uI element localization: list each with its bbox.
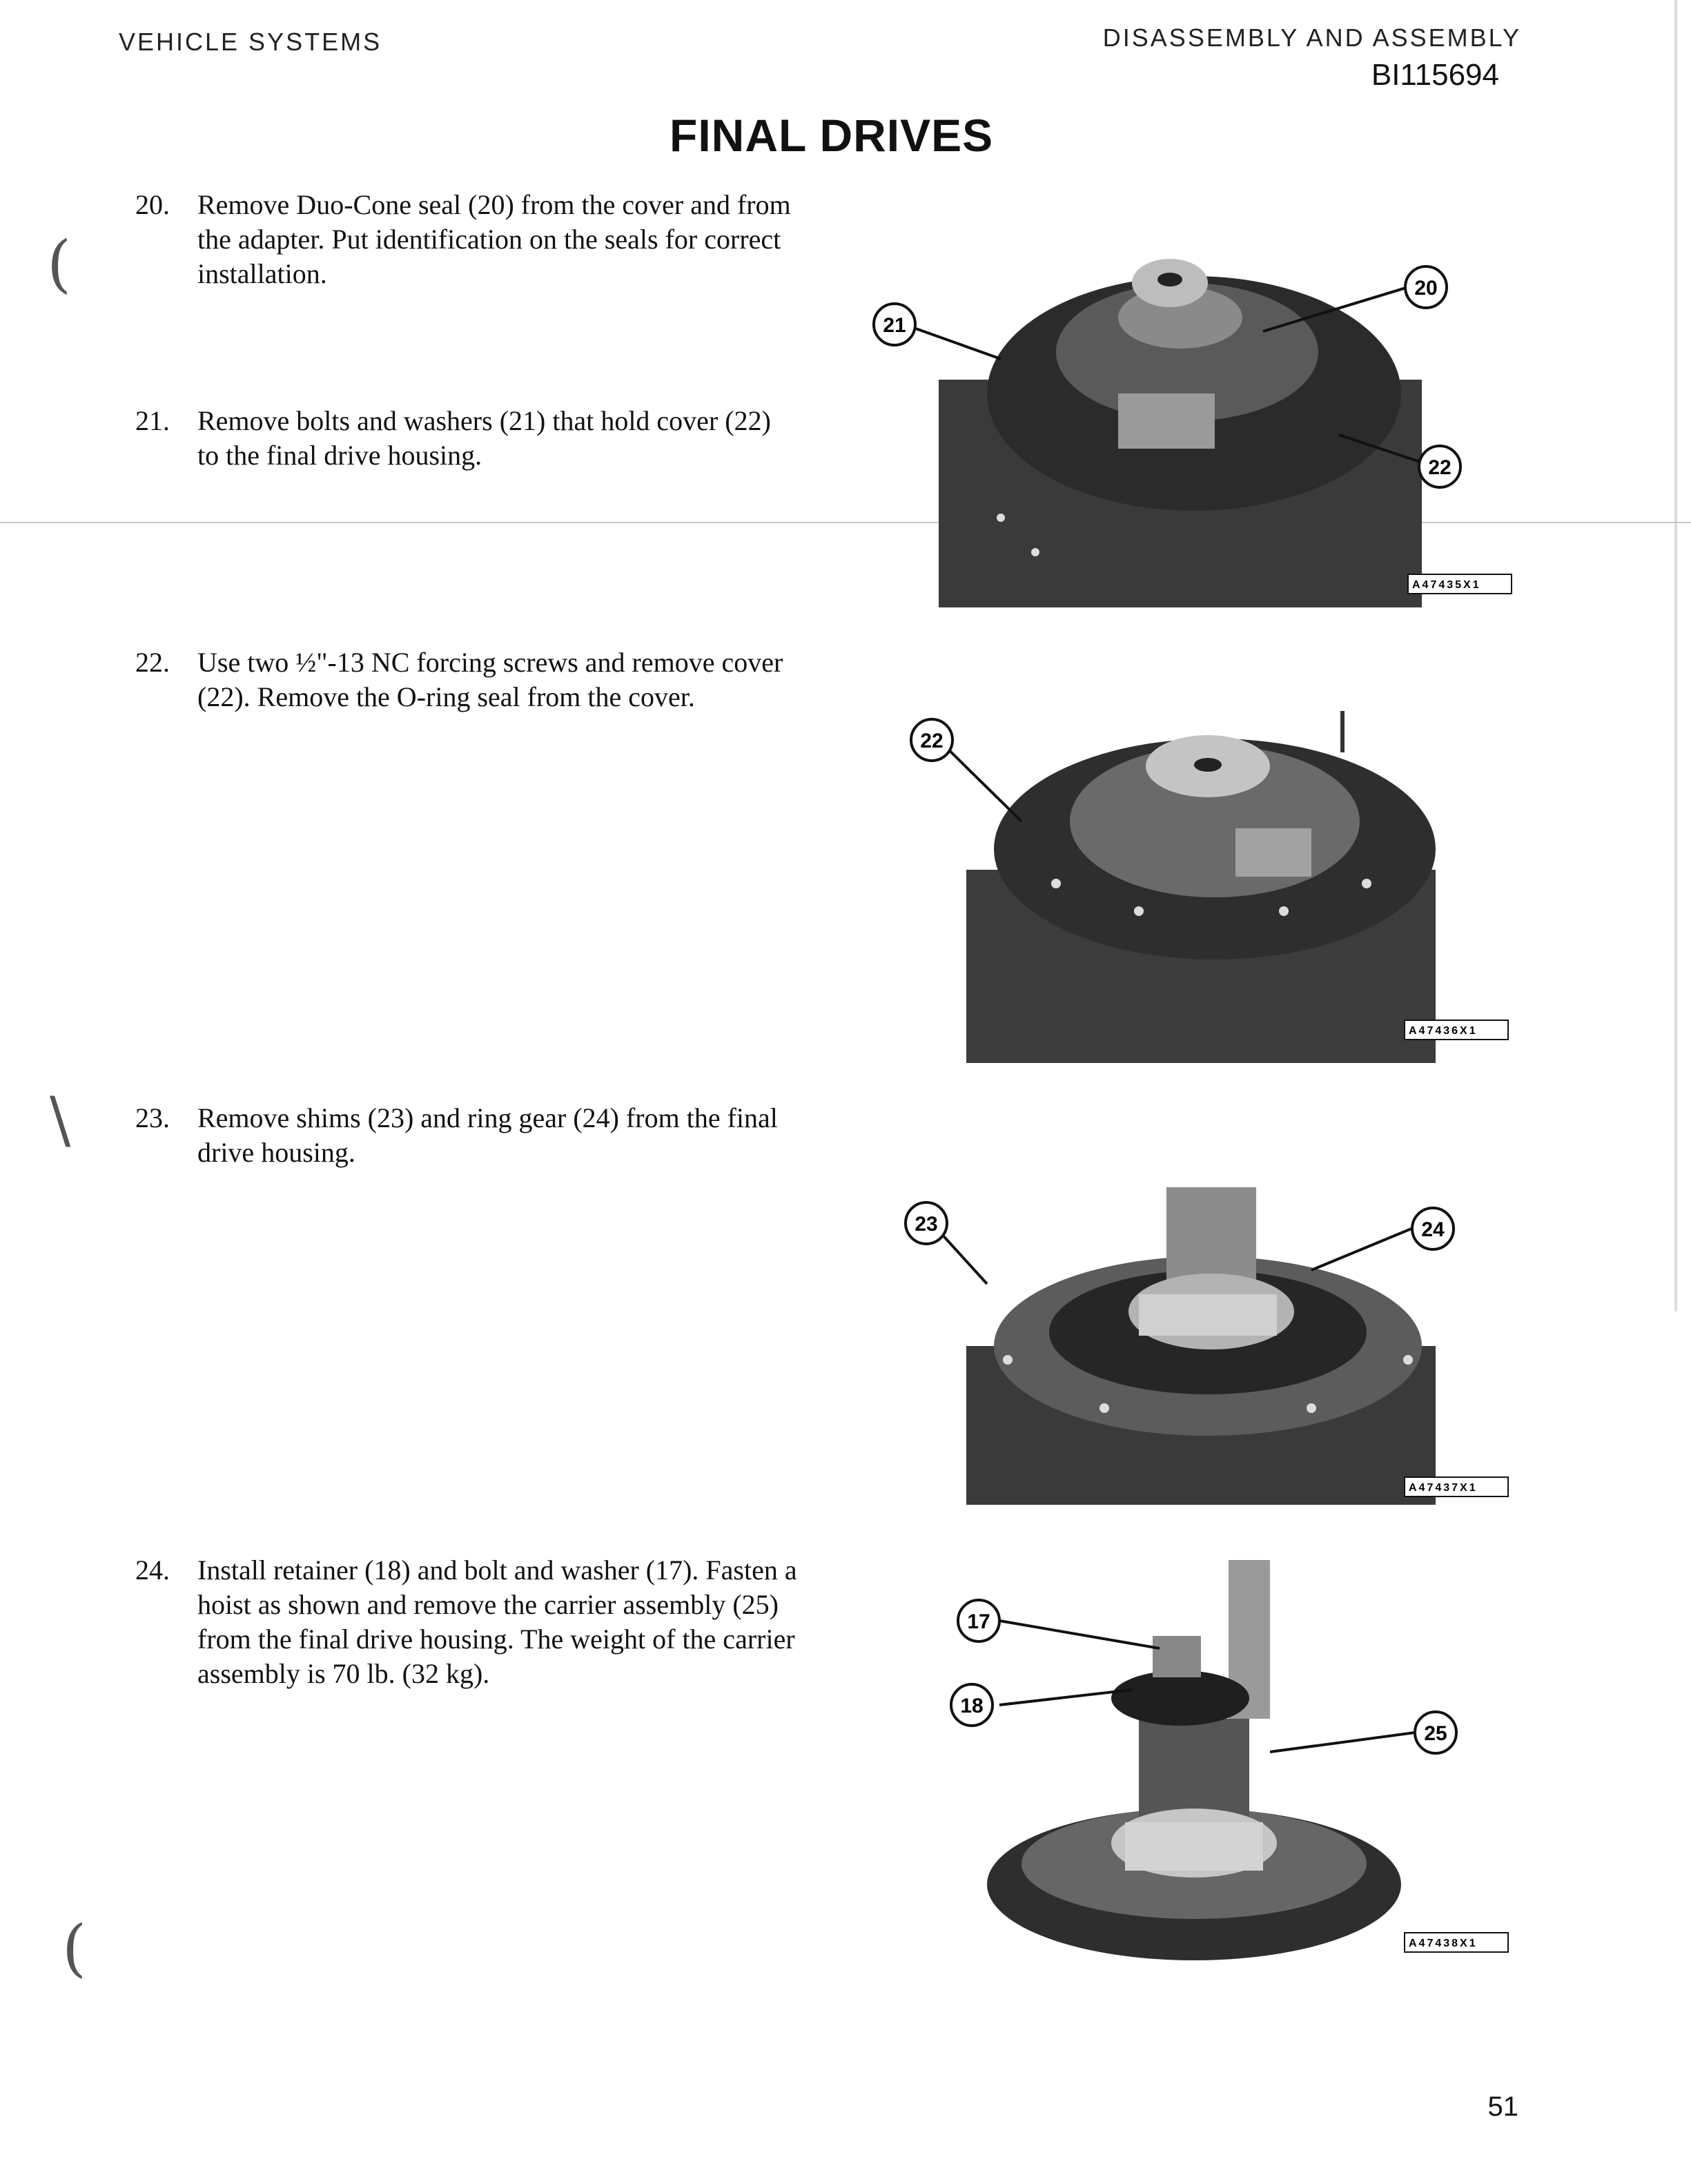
callout-22 (1419, 446, 1460, 487)
step-24 (135, 1553, 798, 1691)
figure-photo (987, 1560, 1401, 1960)
callout-18 (951, 1684, 993, 1726)
step-20 (135, 188, 798, 291)
step-22 (135, 645, 798, 714)
svg-text:22: 22 (1428, 456, 1451, 479)
svg-text:20: 20 (1414, 277, 1438, 300)
step-21 (135, 404, 798, 473)
step-number: 22. (135, 647, 170, 678)
figure-carrier-assembly (932, 1560, 1518, 1960)
figure-cover-removal (897, 711, 1518, 1063)
step-text: Install retainer (18) and bolt and washer (17). Fasten a hoist as shown and remove the carrier assembly (25) from the final drive housing. The weight of the carrier assembly is 70 lb. (32 kg). (197, 1554, 797, 1689)
page-number: 51 (1487, 2092, 1518, 2122)
figure-code: A47436X1 (1409, 1025, 1478, 1037)
running-header-left: VEHICLE SYSTEMS (119, 28, 382, 56)
callout-21 (874, 304, 915, 345)
figure-cover-bolts (856, 255, 1518, 607)
step-number: 21. (135, 405, 170, 436)
callout-20 (1405, 266, 1447, 308)
callout-25 (1415, 1712, 1456, 1753)
step-number: 20. (135, 189, 170, 220)
figure-photo (939, 259, 1422, 607)
svg-text:17: 17 (967, 1610, 990, 1633)
document-number: BI115694 (1371, 58, 1499, 92)
callout-23 (906, 1202, 947, 1244)
step-number: 23. (135, 1102, 170, 1133)
step-text: Remove shims (23) and ring gear (24) from the final drive housing. (197, 1102, 778, 1168)
page-edge-line (1674, 0, 1677, 1312)
svg-text:18: 18 (960, 1695, 984, 1717)
svg-text:24: 24 (1421, 1218, 1445, 1241)
margin-mark: ( (62, 1912, 87, 1985)
step-number: 24. (135, 1554, 170, 1586)
step-text: Use two ½"-13 NC forcing screws and remove cover (22). Remove the O-ring seal from the cover. (197, 647, 783, 712)
figure-code: A47437X1 (1409, 1482, 1478, 1494)
figure-code: A47438X1 (1409, 1938, 1478, 1949)
callout-17 (958, 1600, 999, 1641)
svg-text:23: 23 (915, 1213, 938, 1236)
margin-mark: \ (50, 1084, 71, 1156)
svg-text:25: 25 (1424, 1722, 1447, 1745)
callout-24 (1412, 1208, 1454, 1249)
figure-photo (966, 1187, 1436, 1505)
step-23 (135, 1101, 798, 1170)
step-text: Remove bolts and washers (21) that hold cover (22) to the final drive housing. (197, 405, 771, 471)
step-text: Remove Duo-Cone seal (20) from the cover and from the adapter. Put identification on the seals for correct installation. (197, 189, 791, 289)
figure-code: A47435X1 (1412, 579, 1481, 591)
svg-text:21: 21 (883, 314, 906, 337)
margin-mark: ( (47, 228, 72, 300)
callout-22 (911, 719, 952, 761)
figure-photo (966, 711, 1436, 1063)
page-title: FINAL DRIVES (669, 110, 994, 161)
running-header-right: DISASSEMBLY AND ASSEMBLY (1102, 23, 1521, 52)
figure-ring-gear (897, 1173, 1518, 1505)
svg-text:22: 22 (920, 730, 944, 752)
